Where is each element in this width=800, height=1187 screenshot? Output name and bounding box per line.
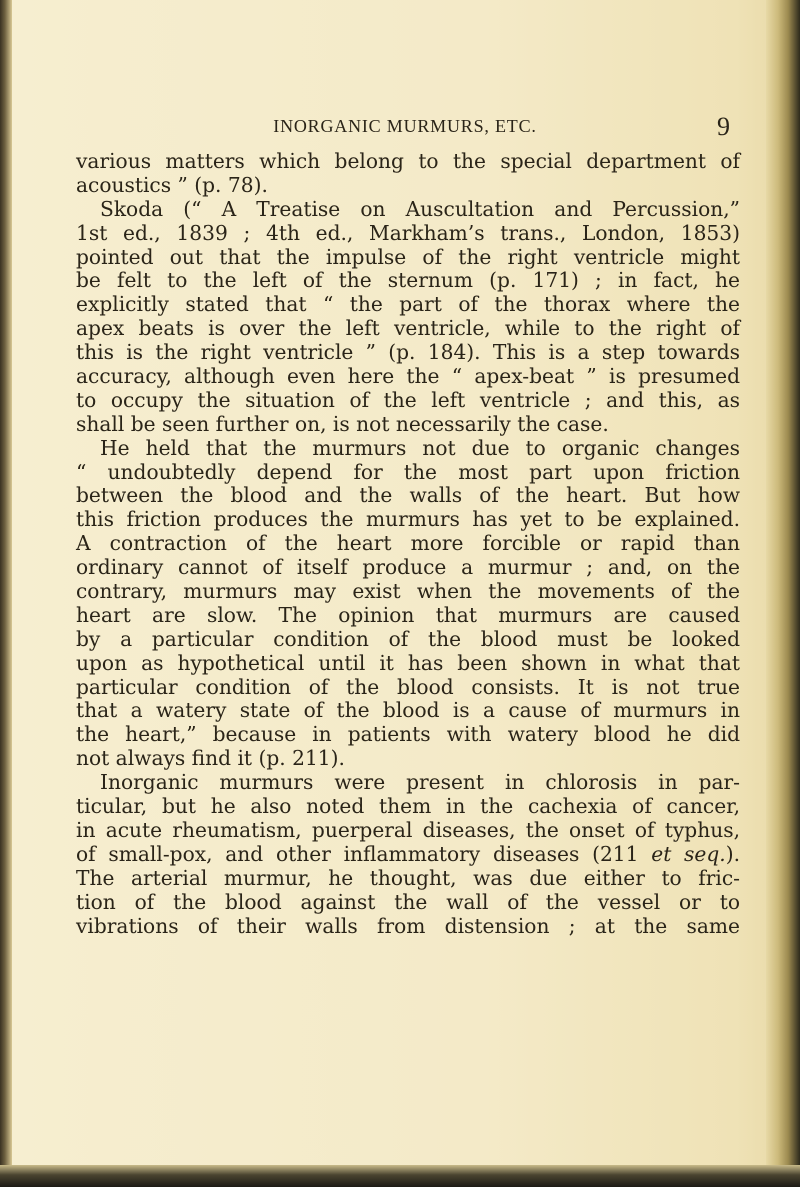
text-line: explicitly stated that “ the part of the thorax where the: [76, 292, 740, 317]
text-line: this friction produces the murmurs has yet to be explained.: [76, 507, 740, 532]
page-gutter-shadow: [0, 0, 12, 1187]
text-line: particular condition of the blood consists. It is not true: [76, 674, 740, 699]
text-line: accuracy, although even here the “ apex-beat ” is presumed: [76, 364, 740, 389]
text-line: shall be seen further on, is not necessarily the case.: [76, 411, 609, 436]
text-line: the heart,” because in patients with watery blood he did: [76, 722, 740, 747]
text-line: between the blood and the walls of the heart. But how: [76, 483, 740, 508]
paragraph-start-line: He held that the murmurs not due to organic changes: [100, 435, 740, 460]
text-line: pointed out that the impulse of the right ventricle might: [76, 244, 740, 269]
text-line: upon as hypothetical until it has been shown in what that: [76, 650, 740, 675]
text-line: “ undoubtedly depend for the most part upon friction: [76, 459, 740, 484]
text-line: ordinary cannot of itself produce a murmur ; and, on the: [76, 555, 740, 580]
running-head: INORGANIC MURMURS, ETC.: [273, 116, 537, 136]
page-number: 9: [717, 112, 730, 141]
page-header: [80, 112, 730, 142]
text-line: contrary, murmurs may exist when the movements of the: [76, 579, 740, 604]
text-line: various matters which belong to the special department of: [76, 149, 740, 173]
body-text: [76, 150, 740, 938]
text-line: that a watery state of the blood is a cause of murmurs in: [76, 698, 740, 723]
text-line: ticular, but he also noted them in the cachexia of cancer,: [76, 794, 740, 819]
text-line: heart are slow. The opinion that murmurs are caused: [76, 602, 740, 627]
text-line: apex beats is over the left ventricle, while to the right of: [76, 316, 740, 341]
line-text: of small-pox, and other inflammatory diseases (211: [76, 841, 652, 866]
text-line: to occupy the situation of the left ventricle ; and this, as: [76, 387, 740, 412]
text-line: this is the right ventricle ” (p. 184). This is a step towards: [76, 340, 740, 365]
text-line: in acute rheumatism, puerperal diseases, the onset of typhus,: [76, 817, 740, 842]
text-line: The arterial murmur, he thought, was due either to fric-: [76, 865, 740, 890]
text-line: vibrations of their walls from distension ; at the same: [76, 913, 740, 938]
italic-citation: et seq.: [651, 841, 726, 866]
paragraph-start-line: Inorganic murmurs were present in chlorosis in par-: [100, 770, 740, 795]
text-line: by a particular condition of the blood must be looked: [76, 626, 740, 651]
paragraph-start-line: Skoda (“ A Treatise on Auscultation and Percussion,”: [100, 196, 740, 221]
text-line-with-italic: [76, 843, 740, 867]
page-edge-shadow: [766, 0, 800, 1187]
line-text-tail: ).: [725, 841, 741, 866]
text-line: acoustics ” (p. 78).: [76, 172, 268, 197]
text-line: not always find it (p. 211).: [76, 746, 345, 771]
text-line: A contraction of the heart more forcible or rapid than: [76, 531, 740, 556]
text-line: tion of the blood against the wall of the vessel or to: [76, 889, 740, 914]
page-bottom-shadow: [0, 1165, 800, 1187]
text-line: 1st ed., 1839 ; 4th ed., Markham’s trans., London, 1853): [76, 220, 740, 245]
text-line: be felt to the left of the sternum (p. 171) ; in fact, he: [76, 268, 740, 293]
